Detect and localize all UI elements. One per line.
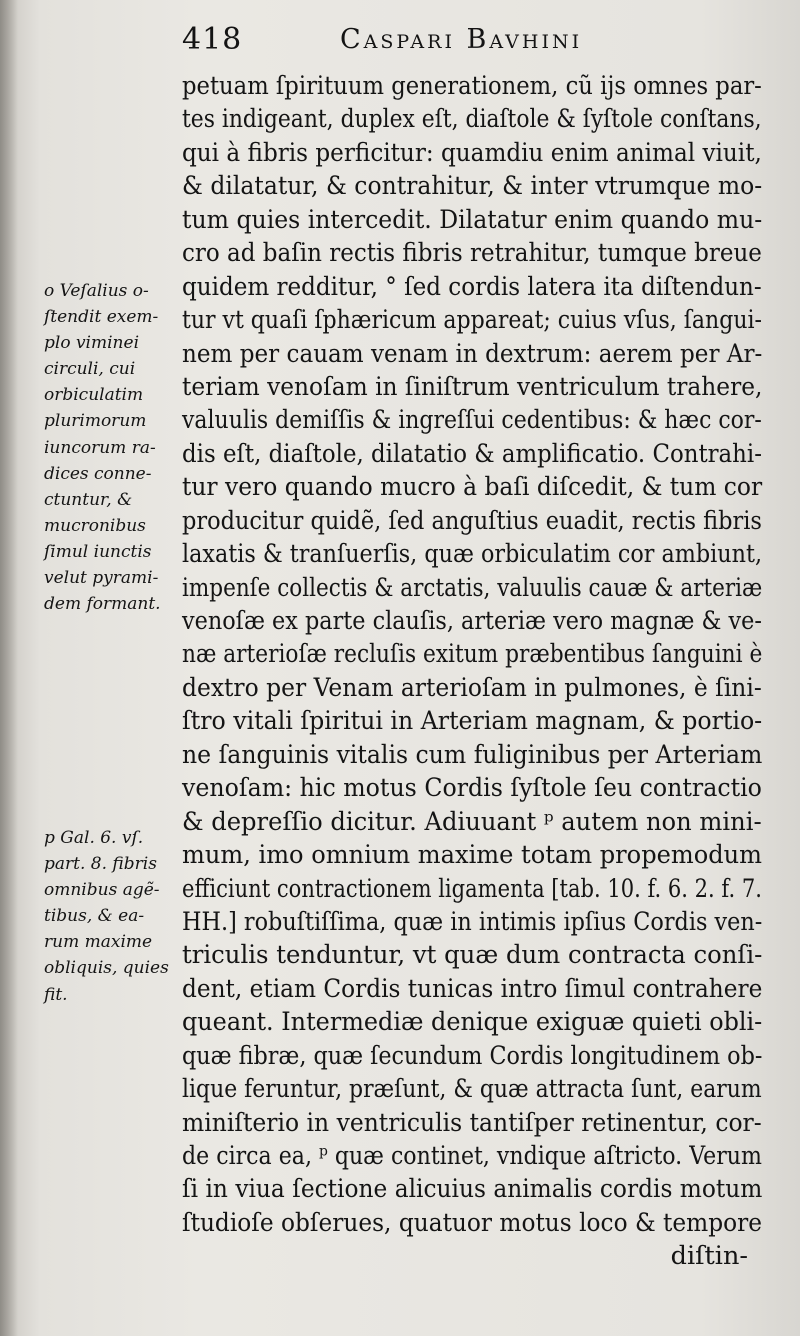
- text-line: efficiunt contractionem ligamenta [tab. 10. f. 6. 2. f. 7.: [182, 873, 762, 904]
- text-line: teriam venoſam in ſiniſtrum ventriculum trahere,: [182, 371, 763, 402]
- margin-note-line: plurimorum: [44, 411, 147, 432]
- text-line: nem per cauam venam in dextrum: aerem per Ar-: [182, 338, 763, 369]
- margin-note-line: ctuntur, &: [44, 489, 133, 510]
- margin-note-line: fit.: [44, 984, 68, 1005]
- margin-note-o: [44, 278, 180, 617]
- margin-note-line: ſimul iunctis: [44, 541, 152, 562]
- main-text-block: [182, 70, 764, 1274]
- text-line: tes indigeant, duplex eſt, diaſtole & ſyſtole conſtans,: [182, 104, 762, 135]
- text-line: cro ad baſin rectis fibris retrahitur, tumque breue: [182, 238, 762, 269]
- text-line: mum, imo omnium maxime totam propemodum: [182, 840, 762, 871]
- text-line: & dilatatur, & contrahitur, & inter vtrumque mo-: [182, 171, 763, 202]
- text-line: ne ſanguinis vitalis cum fuliginibus per Arteriam: [182, 739, 763, 770]
- margin-note-line: dices conne-: [44, 463, 152, 484]
- margin-note-line: plo viminei: [44, 333, 140, 354]
- text-line: & depreſſio dicitur. Adiuuant ᵖ autem non mini-: [182, 806, 762, 837]
- text-line: dent, etiam Cordis tunicas intro ſimul contrahere: [182, 973, 763, 1004]
- margin-note-line: omnibus agẽ-: [44, 880, 160, 901]
- text-line: quæ fibræ, quæ ſecundum Cordis longitudinem ob-: [182, 1040, 763, 1071]
- text-line: ſtudioſe obſerues, quatuor motus loco & tempore: [182, 1207, 762, 1238]
- text-line: tur vero quando mucro à baſi diſcedit, & tum cor: [182, 472, 763, 503]
- running-head: Caspari Bavhini: [340, 24, 583, 55]
- margin-note-line: iuncorum ra-: [44, 437, 156, 458]
- text-line: petuam ſpirituum generationem, cũ ijs omnes par-: [182, 71, 762, 101]
- text-line: tum quies intercedit. Dilatatur enim quando mu-: [182, 204, 763, 235]
- text-line: qui à fibris perficitur: quamdiu enim animal viuit,: [182, 137, 762, 168]
- margin-note-line: velut pyrami-: [44, 568, 159, 589]
- margin-note-line: obliquis, quies: [44, 958, 169, 979]
- margin-note-line: orbiculatim: [44, 385, 144, 406]
- text-line: dextro per Venam arterioſam in pulmones, è ſini-: [182, 672, 762, 703]
- margin-note-line: mucronibus: [44, 515, 146, 536]
- margin-note-line: circuli, cui: [44, 359, 136, 380]
- margin-note-line: part. 8. fibris: [44, 854, 157, 875]
- text-line: laxatis & tranſuerſis, quæ orbiculatim cor ambiunt,: [182, 539, 763, 570]
- page-number: 418: [182, 22, 243, 57]
- text-line: venoſam: hic motus Cordis ſyſtole ſeu contractio: [182, 773, 762, 804]
- catchword: diſtin-: [670, 1241, 748, 1272]
- margin-note-line: dem formant.: [44, 594, 161, 615]
- margin-note-line: ſtendit exem-: [44, 307, 159, 328]
- text-line: næ arterioſæ recluſis exitum præbentibus ſanguini è: [182, 639, 763, 670]
- margin-note-line: p Gal. 6. vſ.: [44, 828, 144, 848]
- text-line: de circa ea, ᵖ quæ continet, vndique aſtricto. Verum: [182, 1141, 762, 1171]
- text-line: producitur quidẽ, ſed anguſtius euadit, rectis fibris: [182, 505, 762, 536]
- text-line: ſtro vitali ſpiritui in Arteriam magnam, & portio-: [182, 706, 763, 737]
- gutter-shadow: [0, 0, 18, 1336]
- text-line: triculis tenduntur, vt quæ dum contracta conſi-: [182, 940, 763, 971]
- text-line: impenſe collectis & arctatis, valuulis cauæ & arteriæ: [182, 572, 763, 603]
- text-line: dis eſt, diaſtole, dilatatio & amplificatio. Contrahi-: [182, 438, 762, 469]
- text-line: HH.] robuſtiſſima, quæ in intimis ipſius Cordis ven-: [182, 906, 763, 937]
- page-header: [182, 22, 742, 62]
- text-line: lique feruntur, præſunt, & quæ attracta ſunt, earum: [182, 1074, 762, 1105]
- text-line: ſi in viua ſectione alicuius animalis cordis motum: [182, 1174, 763, 1205]
- margin-note-line: o Veſalius o-: [44, 281, 149, 301]
- text-line: miniſterio in ventriculis tantiſper retinentur, cor-: [182, 1107, 762, 1138]
- margin-note-line: tibus, & ea-: [44, 906, 145, 927]
- text-line: queant. Intermediæ denique exiguæ quieti obli-: [182, 1007, 763, 1038]
- text-line: valuulis demiſſis & ingreſſui cedentibus: & hæc cor-: [182, 405, 762, 436]
- text-line: tur vt quaſi ſphæricum appareat; cuius vſus, ſangui-: [182, 305, 762, 336]
- text-line: quidem redditur, ° ſed cordis latera ita diſtendun-: [182, 271, 762, 302]
- margin-note-line: rum maxime: [44, 932, 153, 953]
- text-line: venoſæ ex parte clauſis, arteriæ vero magnæ & ve-: [182, 606, 762, 636]
- margin-note-p: [44, 825, 180, 1008]
